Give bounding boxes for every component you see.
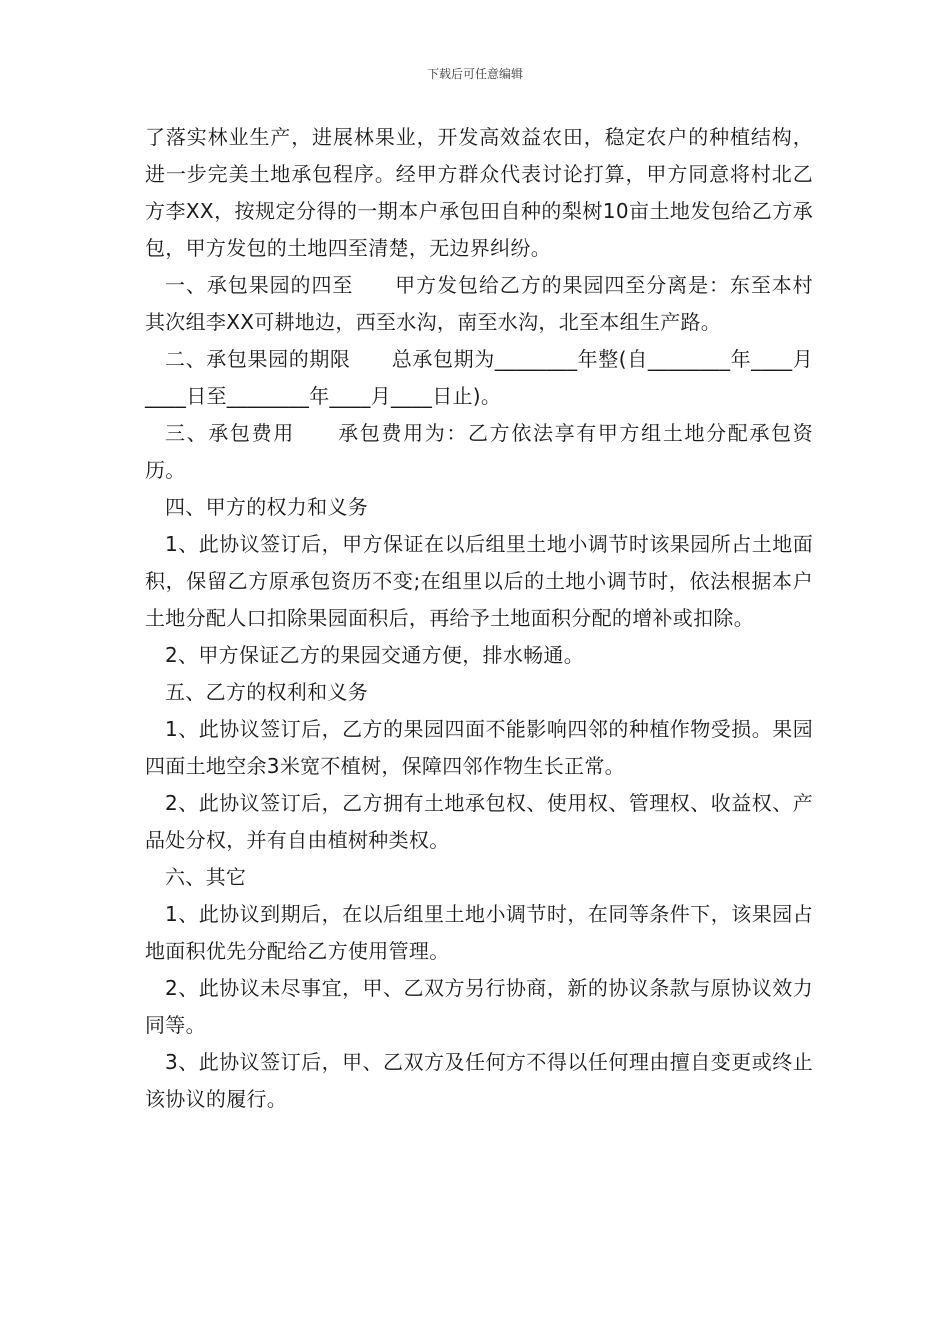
section-4-item-1: 1、此协议签订后，甲方保证在以后组里土地小调节时该果园所占土地面积，保留乙方原承包资历不变;在组里以后的土地小调节时，依法根据本户土地分配人口扣除果园面积后，再给予土地面积分配的增补或扣除。 [145, 532, 813, 630]
section-5-heading: 五、乙方的权利和义务 [165, 680, 368, 704]
section-1-boundaries: 一、承包果园的四至 甲方发包给乙方的果园四至分离是：东至本村其次组李XX可耕地边，西至水沟，南至水沟，北至本组生产路。 [145, 273, 813, 334]
section-6-item-3: 3、此协议签订后，甲、乙双方及任何方不得以任何理由擅自变更或终止该协议的履行。 [145, 1050, 813, 1111]
section-6-heading: 六、其它 [165, 865, 247, 889]
header-note: 下载后可任意编辑 [426, 67, 523, 81]
section-6-item-2: 2、此协议未尽事宜，甲、乙双方另行协商，新的协议条款与原协议效力同等。 [145, 976, 813, 1037]
section-5-item-2: 2、此协议签订后，乙方拥有土地承包权、使用权、管理权、收益权、产品处分权，并有自由植树种类权。 [145, 791, 813, 852]
section-4-heading: 四、甲方的权力和义务 [165, 495, 368, 519]
document-body [145, 119, 813, 1118]
section-5-item-1: 1、此协议签订后，乙方的果园四面不能影响四邻的种植作物受损。果园四面土地空余3米宽不植树，保障四邻作物生长正常。 [145, 717, 813, 778]
section-4-item-2: 2、甲方保证乙方的果园交通方便，排水畅通。 [165, 643, 585, 667]
section-2-term: 二、承包果园的期限 总承包期为________年整(自________年____月____日至________年____月____日止)。 [145, 347, 813, 408]
intro-paragraph: 了落实林业生产，进展林果业，开发高效益农田，稳定农户的种植结构，进一步完美土地承包程序。经甲方群众代表讨论打算，甲方同意将村北乙方李XX，按规定分得的一期本户承包田自种的梨树10亩土地发包给乙方承包，甲方发包的土地四至清楚，无边界纠纷。 [145, 125, 813, 260]
section-6-item-1: 1、此协议到期后，在以后组里土地小调节时，在同等条件下，该果园占地面积优先分配给乙方使用管理。 [145, 902, 813, 963]
section-3-fees: 三、承包费用 承包费用为：乙方依法享有甲方组土地分配承包资历。 [145, 421, 813, 482]
